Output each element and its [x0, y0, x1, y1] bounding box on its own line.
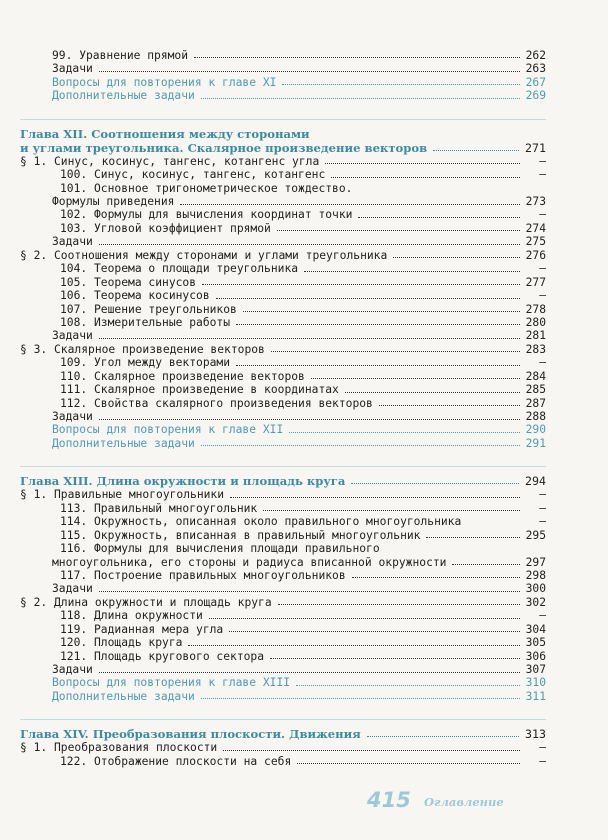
page-ref: 300 [525, 582, 546, 596]
toc-entry [20, 529, 546, 542]
toc-entry [20, 155, 546, 168]
dot-leader [452, 563, 519, 565]
entry-title: 103. Угловой коэффициент прямой [60, 221, 271, 235]
entry-title: 115. Окружность, вписанная в правильный многоугольник [60, 528, 421, 542]
toc-entry [20, 49, 546, 62]
dot-leader [352, 576, 520, 578]
dot-leader [393, 256, 519, 258]
toc-entry [20, 515, 546, 528]
toc-entry [20, 623, 546, 636]
entry-title: 112. Свойства скалярного произведения векторов [60, 396, 373, 410]
entry-title: Глава XIV. Преобразования плоскости. Движения [20, 727, 361, 742]
toc-entry [20, 383, 546, 396]
toc-entry [20, 289, 546, 302]
dot-leader [263, 509, 520, 511]
page-ref: 273 [525, 195, 546, 209]
dot-leader [216, 297, 520, 299]
toc-entry [20, 397, 546, 410]
entry-title: Задачи [52, 329, 93, 343]
toc-entry [20, 316, 546, 329]
page-ref: 291 [525, 436, 546, 450]
page-ref: 288 [525, 410, 546, 424]
toc-entry [20, 370, 546, 383]
page-ref: — [539, 741, 546, 755]
page-ref: 305 [525, 636, 546, 650]
dot-leader [229, 630, 519, 632]
page-ref: — [539, 356, 546, 370]
review-entry [20, 437, 546, 450]
entry-title: 107. Решение треугольников [60, 302, 237, 316]
dot-leader [277, 229, 520, 231]
entry-title: Глава XII. Соотношения между сторонами [20, 126, 310, 141]
toc-entry [20, 276, 546, 289]
table-of-contents [20, 49, 546, 768]
entry-title: Дополнительные задачи [52, 689, 195, 703]
page-ref: 281 [525, 329, 546, 343]
toc-entry [20, 569, 546, 582]
dot-leader [209, 617, 520, 619]
page-ref: 263 [525, 62, 546, 76]
entry-title: 106. Теорема косинусов [60, 289, 210, 303]
entry-title: § 1. Синус, косинус, тангенс, котангенс угла [20, 154, 320, 168]
toc-entry [20, 609, 546, 622]
dot-leader [331, 176, 520, 178]
page-ref: 302 [525, 595, 546, 609]
page-ref: 298 [525, 568, 546, 582]
page-ref: 310 [525, 676, 546, 690]
dot-leader [289, 431, 519, 433]
dot-leader [99, 671, 520, 673]
entry-title: 108. Измерительные работы [60, 315, 231, 329]
entry-title: 121. Площадь кругового сектора [60, 649, 265, 663]
review-entry [20, 424, 546, 437]
entry-title: 114. Окружность, описанная около правильного многоугольника [60, 515, 462, 529]
dot-leader [296, 684, 520, 686]
entry-title: 118. Длина окружности [60, 609, 203, 623]
toc-entry [20, 410, 546, 423]
dot-leader [236, 323, 520, 325]
page-ref: 295 [525, 528, 546, 542]
entry-title: Формулы приведения [52, 195, 175, 209]
chapter-divider [20, 103, 546, 120]
entry-title: 109. Угол между векторами [60, 356, 231, 370]
toc-entry [20, 249, 546, 262]
entry-title: Вопросы для повторения к главе XI [52, 75, 277, 89]
entry-title: § 2. Соотношения между сторонами и углами треугольника [20, 248, 388, 262]
section-title: Оглавление [424, 795, 504, 809]
entry-title: Задачи [52, 235, 93, 249]
page-ref: 284 [525, 369, 546, 383]
chapter-heading [20, 474, 546, 488]
page-ref: — [539, 488, 546, 502]
page-ref: — [539, 501, 546, 515]
dot-leader [271, 350, 520, 352]
dot-leader [311, 377, 520, 379]
entry-title: Вопросы для повторения к главе XII [52, 423, 284, 437]
page-ref: — [539, 609, 546, 623]
chapter-divider [20, 703, 546, 720]
toc-entry [20, 596, 546, 609]
page-ref: 294 [525, 474, 546, 489]
page-ref: — [539, 515, 546, 529]
entry-title: 119. Радианная мера угла [60, 622, 224, 636]
dot-leader [297, 762, 520, 764]
entry-title: 120. Площадь круга [60, 636, 183, 650]
chapter-divider [20, 450, 546, 467]
dot-leader [194, 56, 520, 58]
chapter-heading [20, 127, 546, 141]
entry-title: Задачи [52, 663, 93, 677]
dot-leader [351, 482, 519, 484]
entry-title: 110. Скалярное произведение векторов [60, 369, 305, 383]
entry-title: § 2. Длина окружности и площадь круга [20, 595, 272, 609]
entry-title: § 3. Скалярное произведение векторов [20, 342, 265, 356]
page-footer [0, 788, 608, 812]
page-ref: — [539, 754, 546, 768]
page-ref: 275 [525, 235, 546, 249]
review-entry [20, 690, 546, 703]
entry-title: 102. Формулы для вычисления координат точки [60, 208, 353, 222]
toc-entry [20, 356, 546, 369]
dot-leader [282, 83, 519, 85]
entry-title: Дополнительные задачи [52, 436, 195, 450]
page-number: 415 [367, 788, 411, 812]
entry-title: 104. Теорема о площади треугольника [60, 262, 299, 276]
page-ref: — [539, 168, 546, 182]
entry-title: Вопросы для повторения к главе XIII [52, 676, 291, 690]
page-ref: 280 [525, 315, 546, 329]
dot-leader [188, 644, 519, 646]
toc-entry [20, 650, 546, 663]
toc-entry [20, 182, 546, 195]
dot-leader [180, 203, 519, 205]
toc-entry [20, 62, 546, 75]
entry-title: 113. Правильный многоугольник [60, 501, 258, 515]
toc-entry [20, 755, 546, 768]
page-ref: 262 [525, 48, 546, 62]
toc-entry [20, 303, 546, 316]
toc-entry [20, 556, 546, 569]
dot-leader [367, 735, 519, 737]
dot-leader [304, 270, 520, 272]
entry-title: и углами треугольника. Скалярное произведение векторов [20, 140, 428, 155]
entry-title: 122. Отображение плоскости на себя [60, 754, 292, 768]
entry-title: 99. Уравнение прямой [52, 48, 189, 62]
chapter-heading [20, 727, 546, 741]
page-ref: — [539, 262, 546, 276]
dot-leader [379, 404, 520, 406]
dot-leader [230, 496, 520, 498]
page-ref: 269 [525, 89, 546, 103]
toc-entry [20, 636, 546, 649]
entry-title: 116. Формулы для вычисления площади правильного [60, 542, 380, 556]
entry-title: Задачи [52, 62, 93, 76]
dot-leader [99, 70, 520, 72]
dot-leader [201, 97, 520, 99]
dot-leader [467, 524, 520, 525]
entry-title: Дополнительные задачи [52, 89, 195, 103]
toc-entry [20, 343, 546, 356]
page-ref: 297 [525, 555, 546, 569]
page-ref: 267 [525, 75, 546, 89]
entry-title: многоугольника, его стороны и радиуса вписанной окружности [52, 555, 447, 569]
page-ref: 277 [525, 275, 546, 289]
review-entry [20, 89, 546, 102]
dot-leader [386, 551, 520, 552]
entry-title: Задачи [52, 582, 93, 596]
toc-entry [20, 262, 546, 275]
toc-entry [20, 502, 546, 515]
entry-title: 100. Синус, косинус, тангенс, котангенс [60, 168, 326, 182]
dot-leader [99, 337, 520, 339]
page-ref: — [539, 208, 546, 222]
page-ref: 307 [525, 663, 546, 677]
dot-leader [243, 310, 520, 312]
page-ref: — [539, 289, 546, 303]
entry-title: 111. Скалярное произведение в координатах [60, 383, 339, 397]
page-ref: 313 [525, 727, 546, 742]
dot-leader [202, 283, 520, 285]
toc-entry [20, 329, 546, 342]
dot-leader [99, 590, 520, 592]
page-ref: 278 [525, 302, 546, 316]
toc-entry [20, 235, 546, 248]
dot-leader [278, 603, 520, 605]
page-ref: 304 [525, 622, 546, 636]
chapter-heading [20, 141, 546, 155]
dot-leader [201, 444, 520, 446]
page-ref: 283 [525, 342, 546, 356]
dot-leader [236, 364, 520, 366]
dot-leader [358, 216, 520, 218]
entry-title: § 1. Правильные многоугольники [20, 488, 225, 502]
toc-entry [20, 222, 546, 235]
dot-leader [201, 697, 520, 699]
review-entry [20, 76, 546, 89]
page-ref: 276 [525, 248, 546, 262]
toc-entry [20, 195, 546, 208]
toc-entry [20, 488, 546, 501]
toc-entry [20, 209, 546, 222]
entry-title: 101. Основное тригонометрическое тождество. [60, 181, 353, 195]
dot-leader [270, 657, 520, 659]
entry-title: Задачи [52, 410, 93, 424]
toc-entry [20, 582, 546, 595]
page-ref: 274 [525, 221, 546, 235]
page-ref: 306 [525, 649, 546, 663]
dot-leader [358, 190, 520, 191]
page-ref: 287 [525, 396, 546, 410]
dot-leader [426, 536, 519, 538]
entry-title: 105. Теорема синусов [60, 275, 197, 289]
page-ref: — [539, 154, 546, 168]
entry-title: § 1. Преобразования плоскости [20, 741, 218, 755]
page-ref: 271 [525, 140, 546, 155]
page-ref: 311 [525, 689, 546, 703]
entry-title: Глава XIII. Длина окружности и площадь круга [20, 474, 346, 489]
page-ref: 290 [525, 423, 546, 437]
dot-leader [99, 418, 520, 420]
toc-entry [20, 168, 546, 181]
toc-entry [20, 663, 546, 676]
page-ref: 285 [525, 383, 546, 397]
review-entry [20, 677, 546, 690]
toc-entry [20, 741, 546, 754]
toc-entry [20, 542, 546, 555]
dot-leader [99, 243, 520, 245]
dot-leader [325, 162, 520, 164]
dot-leader [345, 391, 520, 393]
entry-title: 117. Построение правильных многоугольников [60, 568, 346, 582]
dot-leader [223, 749, 520, 751]
dot-leader [316, 136, 520, 137]
dot-leader [433, 149, 519, 151]
